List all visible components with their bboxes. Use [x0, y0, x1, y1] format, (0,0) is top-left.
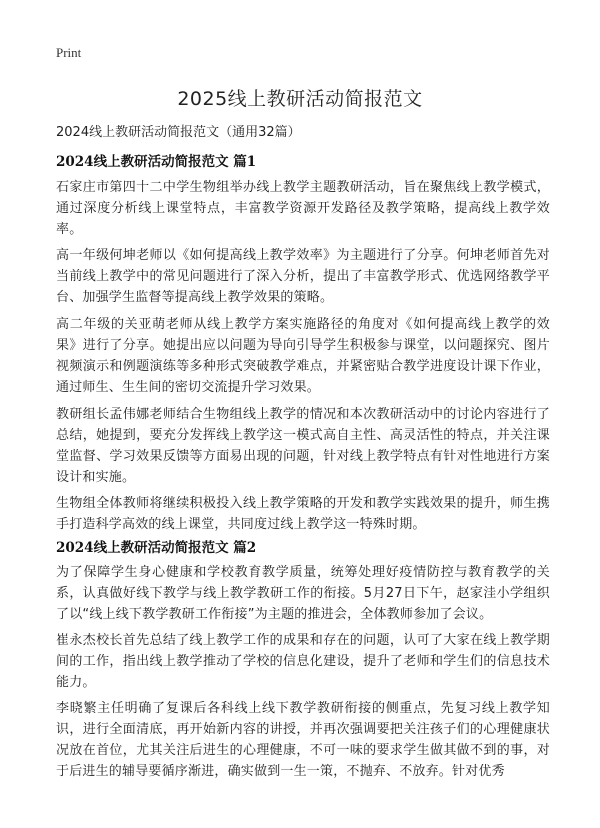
section-1-paragraph-1: 石家庄市第四十二中学生物组举办线上教学主题教研活动，旨在聚焦线上教学模式，通过深度分析线上课堂特点，丰富教学资源开发路径及教学策略，提高线上教学效率。 — [56, 180, 550, 237]
section-heading-2: 2024线上教研活动简报范文 篇2 — [56, 540, 257, 556]
page-title: 2025线上教研活动简报范文 — [177, 88, 423, 110]
section-2-paragraph-2: 崔永杰校长首先总结了线上教学工作的成果和存在的问题，认可了大家在线上教学期间的工作，指出线上教学推动了学校的信息化建设，提升了老师和学生们的信息技术能力。 — [56, 633, 550, 690]
section-1-paragraph-5: 生物组全体教师将继续积极投入线上教学策略的开发和教学实践效果的提升，师生携手打造科学高效的线上课堂，共同度过线上教学这一特殊时期。 — [56, 496, 550, 532]
section-1-paragraph-2: 高一年级何坤老师以《如何提高线上教学效率》为主题进行了分享。何坤老师首先对当前线上教学中的常见问题进行了深入分析，提出了丰富教学形式、优选网络教学平台、加强学生监督等提高线上教学效果的策略。 — [56, 248, 550, 305]
section-2-paragraph-1: 为了保障学生身心健康和学校教育教学质量，统筹处理好疫情防控与教育教学的关系，认真做好线下教学与线上教学教研工作的衔接。5月27日下午，赵家洼小学组织了以“线上线下教学教研工作衔接”为主题的推进会，全体教师参加了会议。 — [56, 565, 550, 622]
section-heading-1: 2024线上教研活动简报范文 篇1 — [56, 154, 257, 170]
section-1-paragraph-4: 教研组长孟伟娜老师结合生物组线上教学的情况和本次教研活动中的讨论内容进行了总结，她提到，要充分发挥线上教学这一模式高自主性、高灵活性的特点，并关注课堂监督、学习效果反馈等方面易出现的问题，针对线上教学特点有针对性地进行方案设计和实施。 — [56, 407, 550, 485]
section-1-paragraph-3: 高二年级的关亚萌老师从线上教学方案实施路径的角度对《如何提高线上教学的效果》进行了分享。她提出应以问题为导向引导学生积极参与课堂，以问题探究、图片视频演示和例题演练等多种形式突破教学难点，并紧密贴合教学进度设计课下作业，通过师生、生生间的密切交流提升学习效果。 — [56, 317, 550, 395]
section-2-paragraph-3: 李晓繁主任明确了复课后各科线上线下教学教研衔接的侧重点，先复习线上教学知识，进行全面清底，再开始新内容的讲授，并再次强调要把关注孩子们的心理健康状况放在首位，尤其关注后进生的心理健康，不可一味的要求学生做其做不到的事，对于后进生的辅导要循序渐进，确实做到一生一策，不抛弃、不放弃。针对优秀 — [56, 701, 550, 779]
print-link[interactable]: Print — [56, 45, 82, 60]
document-subtitle: 2024线上教研活动简报范文（通用32篇） — [56, 125, 301, 140]
